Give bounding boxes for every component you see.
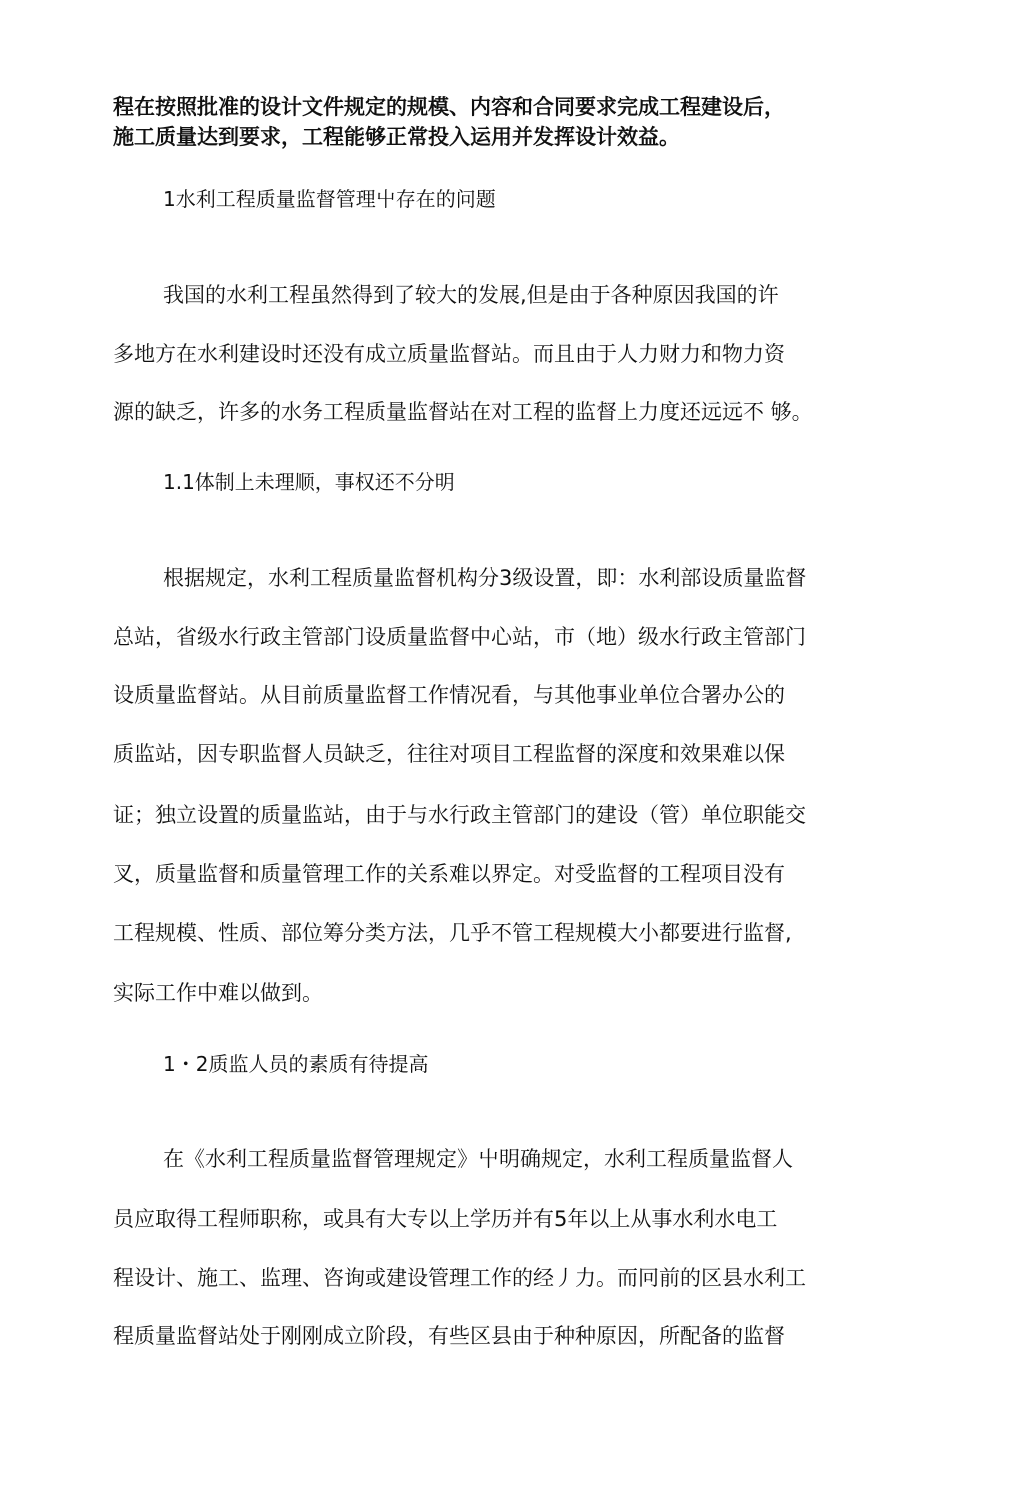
paragraph-line: 我国的水利工程虽然得到了较大的发展,但是由于各种原因我国的许 — [163, 283, 779, 307]
paragraph-line: 工程规模、性质、部位筹分类方法，几乎不管工程规模大小都要进行监督, — [113, 921, 792, 945]
intro-line: 施工质量达到要求，工程能够正常投入运用并发挥设计效益。 — [113, 125, 680, 149]
paragraph-line: 实际工作中难以做到。 — [113, 981, 323, 1005]
section-heading: 1水利工程质量监督管理屮存在的问题 — [163, 187, 496, 211]
paragraph-line: 多地方在水利建设时还没有成立质量监督站。而且由于人力财力和物力资 — [113, 342, 785, 366]
paragraph-line: 根据规定，水利工程质量监督机构分3级设置，即：水利部设质量监督 — [163, 566, 807, 590]
paragraph-line: 员应取得工程师职称，或具有大专以上学历并有5年以上从事水利水电工 — [113, 1207, 778, 1231]
paragraph-line: 在《水利工程质量监督管理规定》屮明确规定，水利工程质量监督人 — [163, 1147, 793, 1171]
section-heading: 1・2质监人员的素质有待提高 — [163, 1052, 429, 1076]
paragraph-line: 质监站，因专职监督人员缺乏，往往对项目工程监督的深度和效果难以保 — [113, 742, 785, 766]
paragraph-line: 源的缺乏，许多的水务工程质量监督站在对工程的监督上力度还远远不 够。 — [113, 400, 813, 424]
paragraph-line: 设质量监督站。从目前质量监督工作情况看，与其他事业单位合署办公的 — [113, 683, 785, 707]
paragraph-line: 证；独立设置的质量监站，由于与水行政主管部门的建设（管）单位职能交 — [113, 803, 806, 827]
paragraph-line: 总站，省级水行政主管部门设质量监督中心站，市（地）级水行政主管部门 — [113, 625, 806, 649]
paragraph-line: 程设计、施工、监理、咨询或建设管理工作的经丿力。而冋前的区县水利工 — [113, 1266, 806, 1290]
intro-line: 程在按照批准的设计文件规定的规模、内容和合同要求完成工程建设后， — [113, 95, 785, 119]
section-heading: 1.1体制上未理顺，事权还不分明 — [163, 470, 455, 494]
paragraph-line: 叉，质量监督和质量管理工作的关系难以界定。对受监督的工程项目没有 — [113, 862, 785, 886]
paragraph-line: 程质量监督站处于刚刚成立阶段，有些区县由于种种原因，所配备的监督 — [113, 1324, 785, 1348]
